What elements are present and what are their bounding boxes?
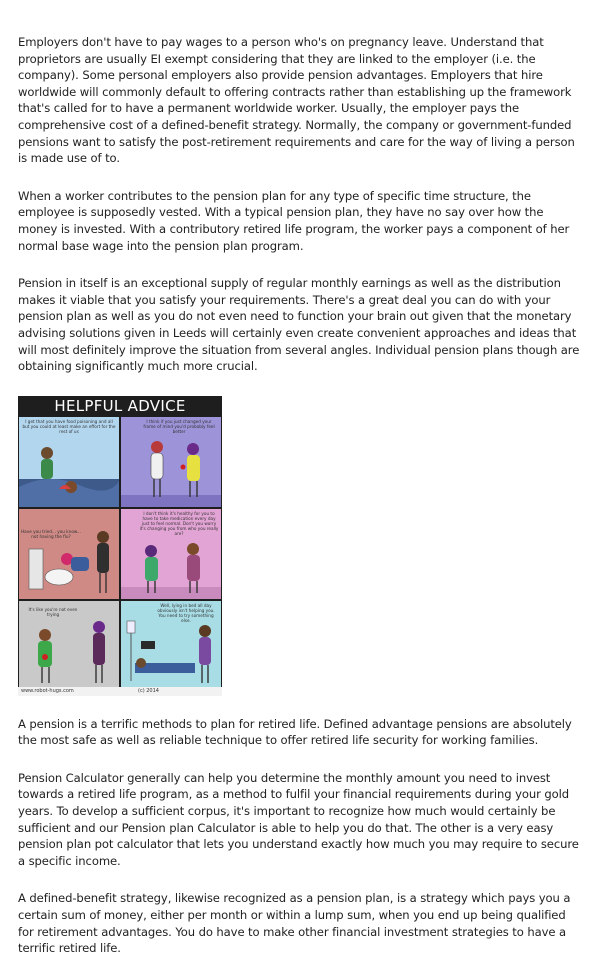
sick-in-bed-drawing [19, 417, 119, 507]
comic-title: HELPFUL ADVICE [54, 396, 186, 415]
comic-caption-2: I think if you just changed your frame of mind you'd probably feel better [143, 418, 215, 434]
article [18, 34, 584, 978]
comic-panel-3 [19, 509, 119, 599]
paragraph-6: A defined-benefit strategy, likewise recognized as a pension plan, is a strategy which pays you a certain sum of money, either per month or within a lump sum, when you end up being qualified for retirement advantages. You do have to make other financial investment strategies to have a terrific retired life. [18, 891, 571, 956]
two-people-drawing [121, 417, 221, 507]
not-trying-drawing [19, 601, 119, 687]
comic-caption-3: Have you tried... you know... not having the flu? [21, 528, 81, 539]
comic-caption-1: I get that you have food poisoning and all but you could at least make an effort for the rest of us [22, 418, 116, 434]
comic-credit-url: www.robot-hugs.com [21, 687, 74, 694]
comic-caption-5: It's like you're not even trying [28, 606, 78, 617]
comic-panel-2 [121, 417, 221, 507]
comic-copyright: (c) 2014 [138, 687, 159, 694]
comic-caption-4: I don't think it's healthy for you to have to take medication every day just to feel normal. Don't you worry it's changing you from who you really are? [139, 510, 219, 536]
comic-image [18, 396, 222, 696]
paragraph-5: Pension Calculator generally can help you determine the monthly amount you need to invest towards a retired life program, as a method to fulfil your financial requirements during your gold years. To develop a sufficient corpus, it's important to recognize how much would certainly be sufficient and our Pension plan Calculator is able to help you do that. The other is a very easy pension plan pot calculator that lets you understand exactly how much you may require to secure a specific income. [18, 770, 579, 868]
comic-panel-1 [19, 417, 119, 507]
toilet-drawing [19, 509, 119, 599]
comic-panel-4 [121, 509, 221, 599]
comic-panel-6 [121, 601, 221, 687]
comic-footer [18, 687, 222, 696]
paragraph-1: Employers don't have to pay wages to a person who's on pregnancy leave. Understand that proprietors are usually EI exempt considering that they are linked to the employer (i.e. the company). Some personal employers also provide pension advantages. Employers that hire worldwide will commonly default to offering contracts rather than establishing up the framework that's called for to have a permanent worldwide worker. Usually, the employer pays the comprehensive cost of a defined-benefit strategy. Normally, the company or government-funded pensions want to satisfy the post-retirement requirements and care for the way of living a person is made use of to. [18, 35, 575, 166]
hospital-bed-drawing [121, 601, 221, 687]
comic-caption-6: Well, lying in bed all day obviously isn't helping you. You need to try something else. [157, 602, 215, 623]
paragraph-4: A pension is a terrific methods to plan for retired life. Defined advantage pensions are absolutely the most safe as well as reliable technique to offer retired life security for working families. [18, 716, 572, 748]
pills-drawing [121, 509, 221, 599]
comic-panel-5 [19, 601, 119, 687]
paragraph-3: Pension in itself is an exceptional supply of regular monthly earnings as well as the distribution makes it viable that you satisfy your requirements. There's a great deal you can do with your pension plan as well as you do not even need to function your brain out given that the monetary advising solutions given in Leeds will certainly even create convenient approaches and ideas that will most definitely improve the situation from several angles. Individual pension plans though are obtaining significantly much more crucial. [18, 276, 580, 374]
paragraph-2: When a worker contributes to the pension plan for any type of specific time structure, the employee is supposedly vested. With a typical pension plan, they have no say over how the money is invested. With a contributory retired life program, the worker pays a component of her normal base wage into the pension plan program. [18, 188, 570, 253]
